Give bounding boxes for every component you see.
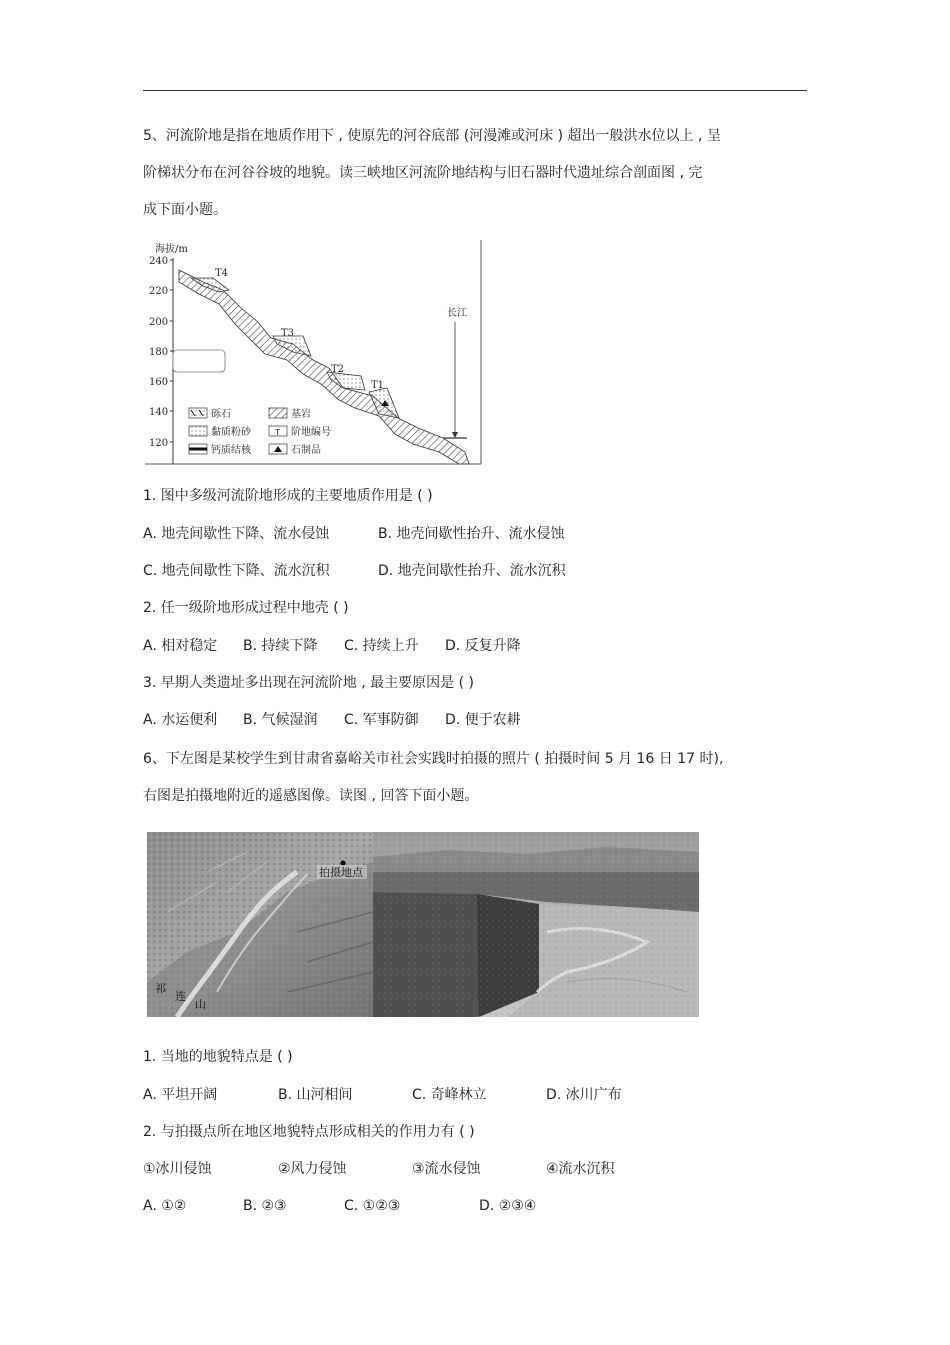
q5-stem-line3: 成下面小题。: [143, 202, 227, 218]
q5-sub3-option-d[interactable]: D. 便于农耕: [445, 712, 521, 728]
y-tick-140: 140: [149, 407, 169, 418]
q5-sub2-option-d[interactable]: D. 反复升降: [445, 638, 521, 654]
y-tick-160: 160: [149, 377, 169, 388]
photo-spot-marker: [341, 861, 346, 866]
y-tick-220: 220: [149, 286, 169, 297]
q5-sub2-option-a[interactable]: A. 相对稳定: [143, 638, 218, 654]
blank-label-box: [173, 350, 225, 372]
q5-sub2-question: 2. 任一级阶地形成过程中地壳 ( ): [143, 600, 349, 616]
q5-stem-line2: 阶梯状分布在河谷谷坡的地貌。读三峡地区河流阶地结构与旧石器时代遗址综合剖面图 , 完: [143, 165, 703, 181]
legend-bedrock: 基岩: [291, 409, 311, 420]
canyon-photo: [373, 832, 699, 1017]
q6-stem-line2: 右图是拍摄地附近的遥感图像。读图 , 回答下面小题。: [143, 788, 479, 804]
legend-terrace-no: 阶地编号: [291, 427, 331, 438]
q5-sub2-option-c[interactable]: C. 持续上升: [344, 638, 419, 654]
q6-sub2-item-4: ④流水沉积: [546, 1161, 615, 1177]
q6-sub2-option-a[interactable]: A. ①②: [143, 1198, 187, 1214]
terrace-label-t2: T2: [331, 364, 345, 375]
q6-sub1-question: 1. 当地的地貌特点是 ( ): [143, 1049, 293, 1065]
y-tick-240: 240: [149, 256, 169, 267]
terrace-profile-figure: [143, 238, 485, 468]
q6-sub1-option-d[interactable]: D. 冰川广布: [546, 1087, 622, 1103]
legend-gravel: 砾石: [211, 409, 231, 420]
q5-sub3-question: 3. 早期人类遗址多出现在河流阶地 , 最主要原因是 ( ): [143, 675, 474, 691]
q6-sub1-option-c[interactable]: C. 奇峰林立: [412, 1087, 487, 1103]
q5-sub3-option-a[interactable]: A. 水运便利: [143, 712, 218, 728]
q6-sub2-question: 2. 与拍摄点所在地区地貌特点形成相关的作用力有 ( ): [143, 1124, 475, 1140]
y-tick-120: 120: [149, 438, 169, 449]
q6-stem-line1: 6、下左图是某校学生到甘肃省嘉峪关市社会实践时拍摄的照片 ( 拍摄时间 5 月 16 日 17 时),: [143, 751, 724, 767]
terrace-label-t4: T4: [215, 268, 229, 279]
q6-sub2-option-d[interactable]: D. ②③④: [479, 1198, 537, 1214]
terrace-label-t3: T3: [281, 328, 295, 339]
y-axis-label: 海拔/m: [155, 244, 188, 255]
mountain-label-2: 连: [175, 990, 186, 1003]
q6-sub1-option-a[interactable]: A. 平坦开阔: [143, 1087, 218, 1103]
terrace-label-t1: T1: [371, 380, 385, 391]
q5-sub2-option-b[interactable]: B. 持续下降: [243, 638, 318, 654]
legend-stone-tool: 石制品: [291, 445, 321, 456]
figure-legend: [189, 407, 331, 456]
q5-sub3-option-b[interactable]: B. 气候湿润: [243, 712, 318, 728]
mountain-label-3: 山: [195, 998, 206, 1011]
q6-sub1-option-b[interactable]: B. 山河相间: [278, 1087, 353, 1103]
q6-sub2-option-b[interactable]: B. ②③: [243, 1198, 287, 1214]
q5-sub1-option-b[interactable]: B. 地壳间歇性抬升、流水侵蚀: [378, 526, 565, 542]
q5-sub1-option-c[interactable]: C. 地壳间歇性下降、流水沉积: [143, 563, 330, 579]
q5-sub1-question: 1. 图中多级河流阶地形成的主要地质作用是 ( ): [143, 488, 433, 504]
q6-sub2-item-1: ①冰川侵蚀: [143, 1161, 212, 1177]
photo-pair-figure: [147, 832, 699, 1017]
q5-sub3-option-c[interactable]: C. 军事防御: [344, 712, 419, 728]
remote-sensing-image: [147, 832, 373, 1017]
q6-sub2-option-c[interactable]: C. ①②③: [344, 1198, 401, 1214]
header-rule: [143, 90, 807, 91]
q6-sub2-item-3: ③流水侵蚀: [412, 1161, 481, 1177]
photo-spot-label: 拍摄地点: [319, 866, 363, 879]
q6-sub2-item-2: ②风力侵蚀: [278, 1161, 347, 1177]
legend-nodule: 钙质结核: [211, 445, 251, 456]
q5-stem-line1: 5、河流阶地是指在地质作用下 , 使原先的河谷底部 (河漫滩或河床 ) 超出一般洪水位以上 , 呈: [143, 128, 721, 144]
legend-terrace-symbol: T: [275, 428, 280, 437]
q5-sub1-option-d[interactable]: D. 地壳间歇性抬升、流水沉积: [378, 563, 566, 579]
river-label: 长江: [447, 308, 467, 319]
mountain-label-1: 祁: [155, 982, 166, 995]
q5-sub1-option-a[interactable]: A. 地壳间歇性下降、流水侵蚀: [143, 526, 330, 542]
y-tick-200: 200: [149, 317, 169, 328]
legend-silt: 黏质粉砂: [211, 427, 251, 438]
y-tick-180: 180: [149, 347, 169, 358]
